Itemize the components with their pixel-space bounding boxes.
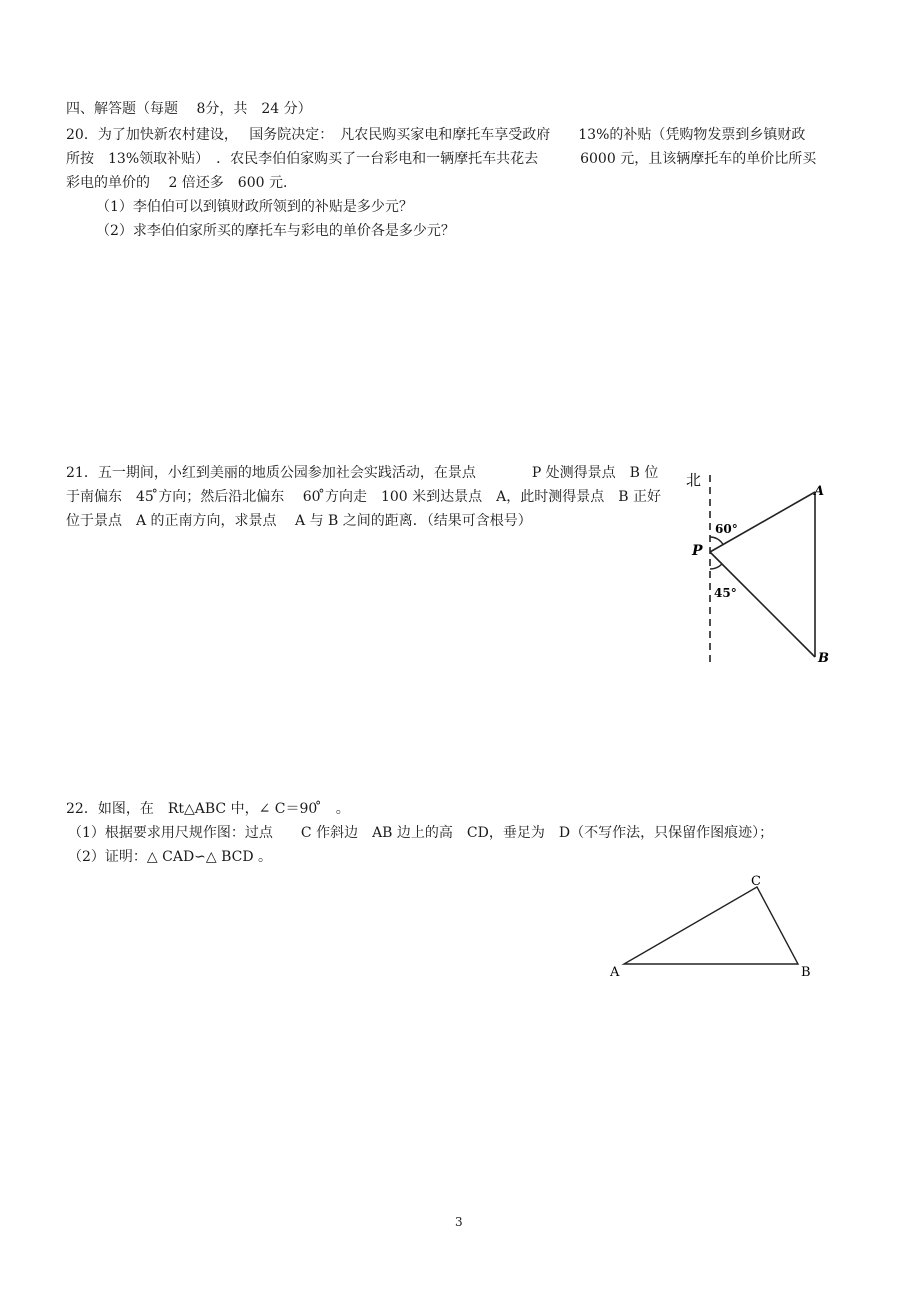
q22-triangle-figure: [600, 870, 830, 985]
point-a-label: A: [814, 484, 825, 499]
angle-arc-45: [710, 564, 722, 569]
q21-line-2: 于南偏东 45 ̊方向；然后沿北偏东 60 ̊方向走 100 米到达景点 A，此时测得景点 B 正好: [66, 489, 661, 505]
segment-pb: [710, 552, 815, 657]
point-p-label: P: [692, 543, 703, 559]
vertex-c-label: C: [751, 874, 761, 889]
angle-60-label: 60°: [715, 522, 738, 536]
q21-line-1: 21．五一期间，小红到美丽的地质公园参加社会实践活动，在景点 P 处测得景点 B 位: [66, 465, 659, 481]
q20-line-3: 彩电的单价的 2 倍还多 600 元．: [66, 175, 297, 191]
q21-figure: [680, 465, 850, 670]
page-number: 3: [455, 1215, 463, 1229]
q20-subquestion-1: （1）李伯伯可以到镇财政所领到的补贴是多少元？: [96, 199, 413, 215]
q21-line-3: 位于景点 A 的正南方向，求景点 A 与 B 之间的距离．（结果可含根号）: [66, 513, 532, 529]
angle-arc-60: [710, 537, 723, 545]
q20-line-1: 20．为了加快新农村建设， 国务院决定： 凡农民购买家电和摩托车享受政府 13%的补贴（凭购物发票到乡镇财政: [66, 127, 806, 143]
q22-line-1: 22．如图，在 Rt△ABC 中，∠ C＝90 ̊ 。: [66, 801, 350, 817]
q20-line-2: 所按 13%领取补贴） ．农民李伯伯家购买了一台彩电和一辆摩托车共花去 6000 元，且该辆摩托车的单价比所买: [66, 151, 817, 167]
q22-subquestion-2: （2）证明：△ CAD∽△ BCD 。: [68, 849, 273, 865]
angle-45-label: 45°: [714, 586, 737, 600]
north-label: 北: [686, 471, 702, 489]
vertex-b-label: B: [801, 965, 811, 980]
q20-subquestion-2: （2）求李伯伯家所买的摩托车与彩电的单价各是多少元？: [96, 223, 455, 239]
vertex-a-label: A: [610, 965, 620, 980]
point-b-label: B: [818, 651, 829, 666]
section-title: 四、解答题（每题 8分，共 24 分）: [66, 101, 312, 117]
q22-subquestion-1: （1）根据要求用尺规作图：过点 C 作斜边 AB 边上的高 CD，垂足为 D（不写作法，只保留作图痕迹）；: [68, 825, 774, 841]
triangle-abc: [624, 887, 798, 964]
